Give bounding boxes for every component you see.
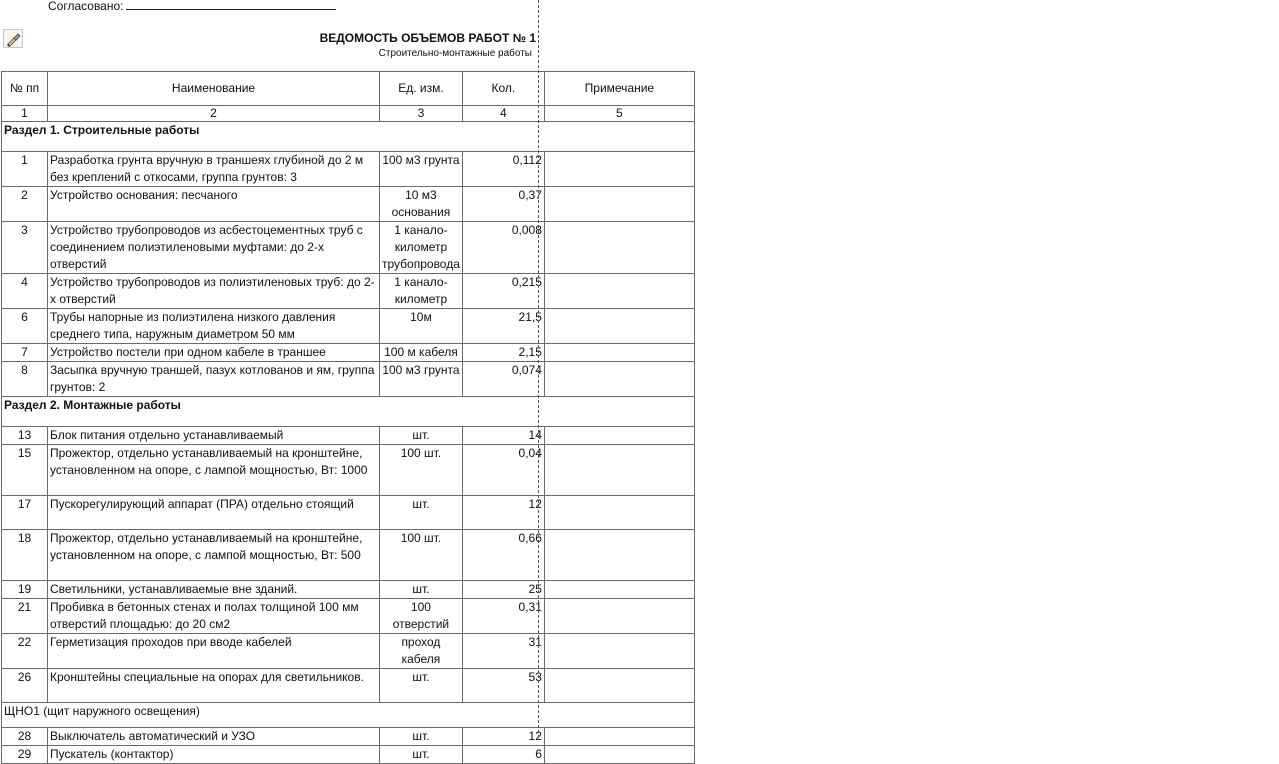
row-qty: 0,66	[462, 530, 544, 581]
row-name: Устройство постели при одном кабеле в траншее	[48, 344, 380, 362]
table-row	[2, 427, 695, 445]
row-no: 3	[2, 222, 48, 274]
row-name: Пускорегулирующий аппарат (ПРА) отдельно стоящий	[48, 496, 380, 530]
row-name: Прожектор, отдельно устанавливаемый на кронштейне, установленном на опоре, с лампой мощностью, Вт: 500	[48, 530, 380, 581]
table-row	[2, 581, 695, 599]
row-qty: 0,215	[462, 274, 544, 309]
row-no: 17	[2, 496, 48, 530]
row-note	[544, 427, 694, 445]
row-unit: 100 м кабеля	[380, 344, 463, 362]
row-no: 13	[2, 427, 48, 445]
row-unit: 1 канало-километр трубопровода	[380, 222, 463, 274]
column-number: 2	[48, 106, 380, 122]
row-name: Герметизация проходов при вводе кабелей	[48, 634, 380, 669]
row-note	[544, 445, 694, 496]
approved-label: Согласовано:	[48, 0, 124, 13]
row-name: Светильники, устанавливаемые вне зданий.	[48, 581, 380, 599]
column-number-row	[2, 106, 695, 122]
works-table	[1, 71, 695, 764]
table-row	[2, 746, 695, 764]
row-unit: шт.	[380, 728, 463, 746]
column-number: 4	[462, 106, 544, 122]
row-name: Выключатель автоматический и УЗО	[48, 728, 380, 746]
document-subtitle: Строительно-монтажные работы	[378, 48, 532, 59]
row-qty: 12	[462, 728, 544, 746]
row-qty: 21,5	[462, 309, 544, 344]
row-unit: 100 шт.	[380, 445, 463, 496]
row-unit: шт.	[380, 496, 463, 530]
row-unit: 100 м3 грунта	[380, 362, 463, 397]
row-note	[544, 362, 694, 397]
section-1-title: Раздел 1. Строительные работы	[2, 122, 695, 152]
row-no: 1	[2, 152, 48, 187]
table-row	[2, 445, 695, 496]
row-note	[544, 344, 694, 362]
table-row	[2, 634, 695, 669]
row-qty: 2,15	[462, 344, 544, 362]
row-no: 6	[2, 309, 48, 344]
approved-field	[48, 0, 336, 13]
table-row	[2, 669, 695, 703]
row-note	[544, 187, 694, 222]
column-number: 1	[2, 106, 48, 122]
row-qty: 14	[462, 427, 544, 445]
row-unit: шт.	[380, 427, 463, 445]
row-name: Устройство трубопроводов из асбестоцементных труб с соединением полиэтиленовыми муфтами: до 2-х отверстий	[48, 222, 380, 274]
col-header-unit: Ед. изм.	[380, 72, 463, 106]
table-row	[2, 222, 695, 274]
row-qty: 31	[462, 634, 544, 669]
row-unit: 100 отверстий	[380, 599, 463, 634]
table-row	[2, 599, 695, 634]
row-name: Пробивка в бетонных стенах и полах толщиной 100 мм отверстий площадью: до 20 см2	[48, 599, 380, 634]
row-note	[544, 581, 694, 599]
row-no: 15	[2, 445, 48, 496]
section-row	[2, 122, 695, 152]
column-number: 5	[544, 106, 694, 122]
row-no: 7	[2, 344, 48, 362]
table-row	[2, 344, 695, 362]
table-row	[2, 362, 695, 397]
row-note	[544, 274, 694, 309]
row-unit: 100 м3 грунта	[380, 152, 463, 187]
row-note	[544, 746, 694, 764]
row-no: 21	[2, 599, 48, 634]
row-unit: шт.	[380, 581, 463, 599]
row-no: 2	[2, 187, 48, 222]
col-header-no: № пп	[2, 72, 48, 106]
col-header-name: Наименование	[48, 72, 380, 106]
row-qty: 0,31	[462, 599, 544, 634]
col-header-note: Примечание	[544, 72, 694, 106]
column-number: 3	[380, 106, 463, 122]
row-name: Пускатель (контактор)	[48, 746, 380, 764]
row-unit: проход кабеля	[380, 634, 463, 669]
row-note	[544, 599, 694, 634]
row-qty: 0,04	[462, 445, 544, 496]
row-qty: 6	[462, 746, 544, 764]
section-row	[2, 397, 695, 427]
table-row	[2, 530, 695, 581]
row-unit: 1 канало-километр	[380, 274, 463, 309]
row-note	[544, 222, 694, 274]
row-unit: 10м	[380, 309, 463, 344]
table-row	[2, 152, 695, 187]
row-note	[544, 496, 694, 530]
table-row	[2, 187, 695, 222]
row-unit: шт.	[380, 746, 463, 764]
header-row	[2, 72, 695, 106]
format-brush-button[interactable]	[3, 29, 23, 48]
row-name: Разработка грунта вручную в траншеях глубиной до 2 м без креплений с откосами, группа грунтов: 3	[48, 152, 380, 187]
row-name: Устройство трубопроводов из полиэтиленовых труб: до 2-х отверстий	[48, 274, 380, 309]
row-unit: шт.	[380, 669, 463, 703]
row-unit: 10 м3 основания	[380, 187, 463, 222]
brush-icon	[5, 31, 21, 47]
col-header-qty: Кол.	[462, 72, 544, 106]
subsection-row	[2, 703, 695, 728]
row-note	[544, 728, 694, 746]
row-qty: 12	[462, 496, 544, 530]
row-no: 8	[2, 362, 48, 397]
row-note	[544, 669, 694, 703]
row-qty: 0,008	[462, 222, 544, 274]
row-no: 29	[2, 746, 48, 764]
signature-line	[126, 0, 336, 10]
table-row	[2, 728, 695, 746]
row-no: 22	[2, 634, 48, 669]
row-qty: 0,37	[462, 187, 544, 222]
section-2-title: Раздел 2. Монтажные работы	[2, 397, 695, 427]
row-qty: 0,112	[462, 152, 544, 187]
row-no: 19	[2, 581, 48, 599]
row-name: Прожектор, отдельно устанавливаемый на кронштейне, установленном на опоре, с лампой мощностью, Вт: 1000	[48, 445, 380, 496]
row-no: 18	[2, 530, 48, 581]
row-qty: 53	[462, 669, 544, 703]
row-name: Трубы напорные из полиэтилена низкого давления среднего типа, наружным диаметром 50 мм	[48, 309, 380, 344]
row-name: Блок питания отдельно устанавливаемый	[48, 427, 380, 445]
subsection-title: ЩНО1 (щит наружного освещения)	[2, 703, 695, 728]
row-name: Устройство основания: песчаного	[48, 187, 380, 222]
row-no: 26	[2, 669, 48, 703]
row-name: Засыпка вручную траншей, пазух котлованов и ям, группа грунтов: 2	[48, 362, 380, 397]
row-note	[544, 309, 694, 344]
page-break-line	[538, 0, 539, 738]
row-note	[544, 530, 694, 581]
row-unit: 100 шт.	[380, 530, 463, 581]
row-note	[544, 634, 694, 669]
table-row	[2, 274, 695, 309]
row-no: 28	[2, 728, 48, 746]
row-qty: 25	[462, 581, 544, 599]
row-no: 4	[2, 274, 48, 309]
row-name: Кронштейны специальные на опорах для светильников.	[48, 669, 380, 703]
table-row	[2, 496, 695, 530]
row-note	[544, 152, 694, 187]
row-qty: 0,074	[462, 362, 544, 397]
table-row	[2, 309, 695, 344]
document-title: ВЕДОМОСТЬ ОБЪЕМОВ РАБОТ № 1	[319, 31, 536, 45]
